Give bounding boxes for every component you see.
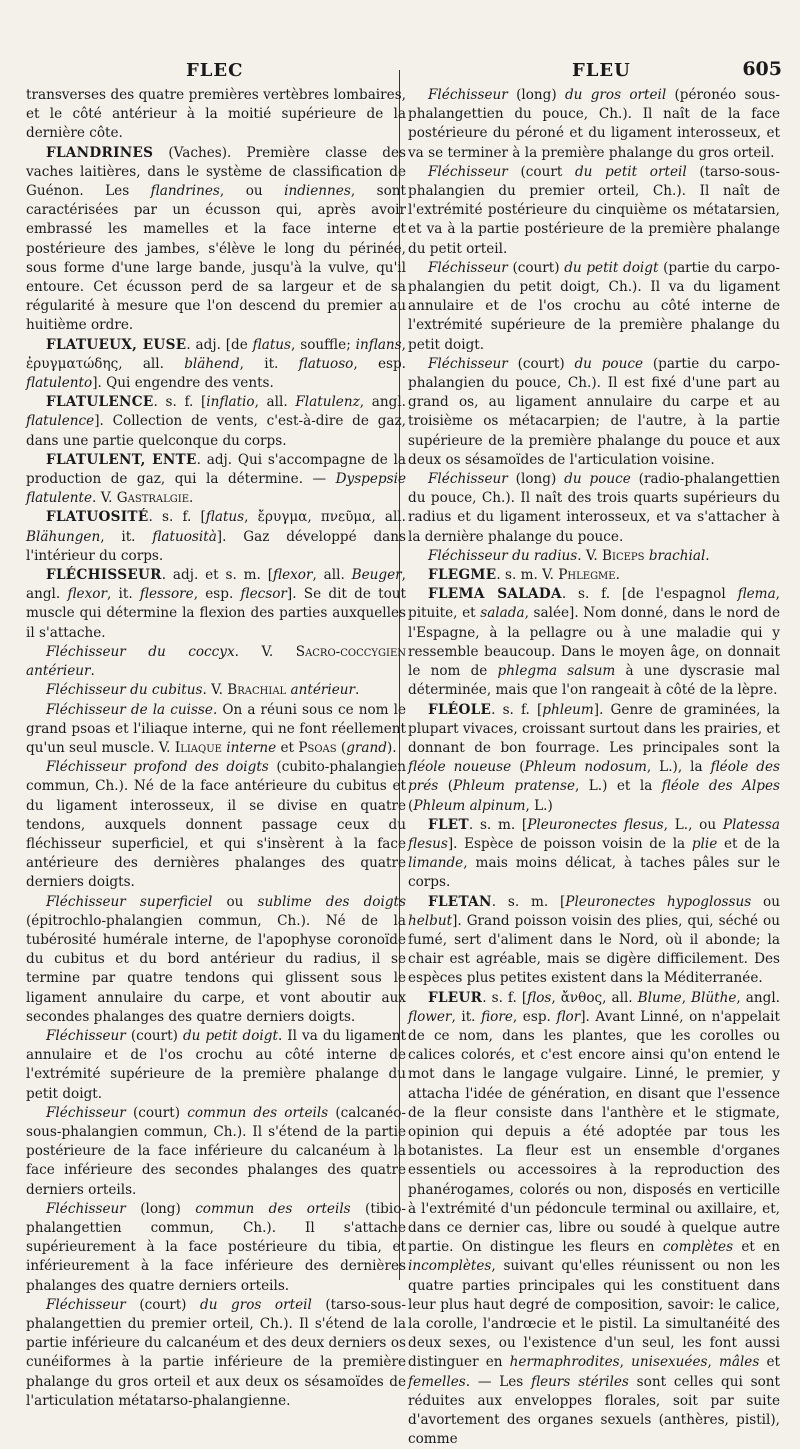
entry-text: blähend [184, 355, 240, 372]
entry-paragraph [408, 816, 780, 893]
entry-text: . [355, 682, 360, 699]
left-column [26, 86, 406, 1411]
entry-text: unisexuées [631, 1354, 708, 1371]
entry-text: (tarso-sous-phalangien du premier orteil, Ch.). Il naît de l'extrémité postérieure du cinquième os métatarsien, et va à la partie postérieure de la première phalange du petit orteil. [408, 163, 780, 257]
entry-text: , it. [100, 528, 153, 545]
entry-text: flos [527, 989, 552, 1006]
entry-text: phlegma salsum [497, 663, 616, 680]
entry-text: du petit doigt [182, 1027, 278, 1044]
entry-text: , L.), la [646, 759, 711, 776]
headword: FLET [428, 816, 469, 833]
entry-text: flexor [67, 586, 107, 603]
entry-text: grand [346, 739, 387, 756]
entry-text: Fléchisseur du cubitus [46, 682, 203, 699]
right-running-head: FLEU [572, 60, 631, 81]
entry-paragraph [408, 989, 780, 1449]
entry-text: . Il va du ligament annulaire et de l'os crochu au côté interne de l'extrémité supérieure de la première phalange du petit doigt. [26, 1027, 406, 1102]
entry-text: Phleum nodosum [524, 759, 647, 776]
entry-text: (court) [507, 259, 565, 276]
entry-text: . V. [577, 547, 603, 564]
entry-text: ( [511, 759, 525, 776]
entry-text: flatuosità [152, 528, 217, 545]
headword: FLÉCHISSEUR [46, 567, 162, 584]
entry-text: ). [387, 739, 397, 756]
entry-text: Fléchisseur [46, 1027, 126, 1044]
entry-text: , all. [312, 567, 352, 584]
entry-text: Blähungen [26, 528, 101, 545]
right-column [408, 86, 780, 1449]
entry-text: Pleuronectes flesus [527, 816, 664, 833]
entry-paragraph [26, 1104, 406, 1200]
entry-text: (court) [125, 1296, 201, 1313]
entry-paragraph [408, 470, 780, 547]
entry-text: limande [408, 855, 464, 872]
entry-text: flatulence [26, 413, 95, 430]
entry-text: Blume [637, 989, 682, 1006]
entry-text: . [705, 547, 710, 564]
entry-text: et [276, 739, 299, 756]
entry-text: ( [336, 739, 347, 756]
entry-text: (tibio-phalangettien commun, Ch.). Il s'attache supérieurement à la face postérieure du tibia, et inférieurement à la face inférieure des dernières phalanges des quatre derniers orteils. [26, 1200, 406, 1294]
entry-paragraph [26, 681, 406, 700]
entry-text: inflans [355, 336, 402, 353]
entry-text: , mais moins délicat, à taches pâles sur le corps. [408, 855, 780, 891]
entry-text: . [189, 490, 194, 507]
entry-text: Fléchisseur de la cuisse [46, 701, 213, 718]
headword: FLEGME [428, 567, 497, 584]
entry-text: hermaphrodites [509, 1354, 620, 1371]
entry-text: flower [408, 1008, 452, 1025]
entry-paragraph [408, 701, 780, 816]
entry-paragraph [26, 701, 406, 759]
entry-text: du gros orteil [564, 87, 667, 103]
entry-text: (radio-phalangettien du pouce, Ch.). Il naît des trois quarts supérieurs du radius et du ligament interosseux, et va s'attacher à la dernière phalange du pouce. [408, 471, 780, 545]
entry-text: fléole des prés [408, 759, 780, 795]
entry-text: (épitrochlo-phalangien commun, Ch.). Né de la tubérosité humérale interne, de l'apophyse coronoïde du cubitus et du bord antérieur du radius, il se termine par quatre tendons qui glissent sous le ligament annulaire du carpe, et vont aboutir aux secondes phalanges des quatre derniers doigts. [26, 912, 406, 1025]
entry-text: . s. m. [ [491, 893, 566, 910]
entry-text: Platessa flesus [408, 816, 780, 852]
entry-text: , esp. [512, 1008, 557, 1025]
entry-text: Fléchisseur [46, 1104, 126, 1121]
entry-paragraph [408, 163, 780, 259]
entry-text: , ἐρυγματώδης, all. [26, 336, 406, 372]
entry-text: Phleum alpinum [413, 797, 526, 814]
entry-text: (tarso-sous-phalangettien du premier orteil, Ch.). Il s'étend de la partie inférieure du calcanéum et des deux derniers os cunéiformes à la partie inférieure de la première phalange du gros orteil et aux deux os sésamoïdes de l'articulation métatarso-phalangienne. [26, 1296, 406, 1409]
entry-paragraph [26, 393, 406, 451]
entry-text: Fléchisseur [428, 259, 508, 276]
entry-text: . [90, 663, 95, 680]
entry-text: (long) [507, 471, 565, 488]
entry-paragraph [26, 336, 406, 394]
entry-text: , all. [254, 394, 296, 411]
entry-text: , ἔρυγμα, πνεῦμα, all. [244, 509, 406, 526]
entry-text: , [619, 1354, 632, 1371]
entry-text: , sont caractérisées par un écusson qui, après avoir embrassé les mamelles et la face interne et postérieure des jambes, s'élève le long du périnée, sous forme d'une large bande, jusqu'à la vulve, qu'il entoure. Cet écusson perd de sa largeur et de sa régularité à mesure que l'on descend du premier au huitième ordre. [26, 183, 406, 334]
entry-text: . adj. Qui s'accompagne de la production de gaz, qui la détermine. — [26, 451, 406, 488]
entry-text: Sacro-coccygien [295, 643, 406, 660]
entry-text: Gastralgie [116, 490, 190, 507]
entry-paragraph [26, 86, 406, 144]
entry-text: flatuoso [298, 355, 354, 372]
headword: FLATULENT, ENTE [46, 451, 197, 468]
entry-paragraph [26, 893, 406, 1027]
entry-text: (partie du carpo-phalangien du petit doigt, Ch.). Il va du ligament annulaire et de l'os crochu au côté interne de l'extrémité supérieure de la première phalange du petit doigt. [408, 259, 780, 353]
entry-text: flatulento [26, 375, 93, 392]
entry-text: plie [691, 835, 718, 852]
entry-text: femelles [408, 1373, 466, 1390]
entry-text: et [759, 1354, 780, 1371]
entry-text: . s. f. [ [491, 701, 543, 718]
entry-text: antérieur [26, 663, 91, 680]
entry-text: . — Les [465, 1373, 532, 1390]
entry-text: . s. f. [de l'espagnol [561, 586, 738, 603]
headword: FLETAN [428, 893, 492, 910]
entry-text: Fléchisseur [428, 87, 508, 103]
entry-text: (long) [125, 1200, 196, 1217]
entry-text: à une dyscrasie mal déterminée, mais que l'on rangeait à côté de la lèpre. [408, 663, 780, 699]
entry-text: Fléchisseur profond des doigts [46, 759, 269, 776]
entry-paragraph [408, 547, 780, 566]
entry-text: interne [221, 739, 277, 756]
entry-text: Phlegme [558, 567, 616, 584]
headword: FLATUEUX, EUSE [46, 336, 187, 353]
entry-text: ]. Espèce de poisson voisin de la [447, 835, 692, 852]
entry-text: . V. [234, 643, 296, 660]
entry-text: (long) [507, 87, 565, 103]
entry-text: ]. Avant Linné, on n'appelait de ce nom, dans les plantes, que les corolles ou calices colorés, et c'est encore ainsi qu'on entend le mot dans le langage vulgaire. Linné, le premier, y attacha l'idée de génération, en disant que l'essence de la fleur consiste dans l'anthère et le stigmate, opinion qui depuis a été adoptée par tous les botanistes. La fleur est un ensemble d'organes essentiels ou accessoires à la reproduction des phanérogames, colorés ou non, disposés en verticille à l'extrémité d'un pédoncule terminal ou axillaire, et, dans ce dernier cas, libre ou soudé à quelque autre partie. On distingue les fleurs en [408, 1008, 780, 1256]
entry-text: Dyspepsie flatulente [26, 471, 406, 507]
entry-text: . adj. [de [186, 336, 253, 353]
entry-text: , ἄνθος, all. [551, 989, 638, 1006]
entry-text: (cubito-phalangien commun, Ch.). Né de la face antérieure du cubitus et du ligament interosseux, il se divise en quatre tendons, auxquels donnent passage ceux du fléchisseur superficiel, et qui s'insèrent à la face antérieure des dernières phalanges des quatre derniers doigts. [26, 759, 406, 891]
entry-text: helbut [408, 912, 453, 929]
page-number: 605 [742, 58, 782, 80]
entry-text: (péronéo sous-phalangettien du pouce, Ch.). Il naît de la face postérieure du péroné et du ligament interosseux, et va se terminer à la première phalange du gros orteil. [408, 87, 780, 161]
entry-paragraph [26, 144, 406, 336]
entry-paragraph [26, 508, 406, 566]
entry-text: Biceps [602, 547, 645, 564]
headword: FLATUOSITÉ [46, 509, 149, 526]
entry-text: , esp. [353, 355, 406, 372]
entry-text: sublime des doigts [257, 893, 406, 910]
entry-text: . [615, 567, 620, 584]
entry-text: Fléchisseur [428, 355, 508, 372]
entry-text: (court [507, 163, 575, 180]
entry-text: Fléchisseur [428, 163, 508, 180]
entry-paragraph [408, 566, 780, 585]
entry-text: , L., ou [663, 816, 723, 833]
entry-text: . s. f. [ [153, 394, 207, 411]
entry-text: flor [556, 1008, 581, 1025]
entry-text: flandrines [150, 183, 220, 200]
entry-text: (court) [507, 355, 575, 372]
entry-paragraph [26, 566, 406, 643]
entry-text: commun des orteils [187, 1104, 329, 1121]
entry-paragraph [26, 1200, 406, 1296]
entry-text: salada [480, 605, 525, 622]
entry-text: Pleuronectes hypoglossus [565, 893, 752, 910]
entry-text: (court) [125, 1104, 188, 1121]
entry-text: mâles [718, 1354, 760, 1371]
entry-text: Fléchisseur [46, 1200, 126, 1217]
entry-paragraph [26, 451, 406, 509]
entry-text: (Vaches). Première classe des vaches laitières, dans le système de classification de Guénon. Les [26, 144, 406, 200]
entry-text: , L.) [525, 797, 553, 814]
entry-text: incomplètes [408, 1258, 492, 1275]
entry-text: ( [438, 778, 453, 795]
entry-text: , souffle; [291, 336, 356, 353]
entry-text: ( [408, 797, 414, 814]
left-running-head: FLEC [186, 60, 244, 81]
headword: FLANDRINES [46, 144, 154, 161]
entry-paragraph [408, 86, 780, 163]
entry-text: , suivant qu'elles réunissent ou non les quatre parties principales qui les constituent dans leur plus haut degré de composition, savoir: le calice, la corolle, l'andrœcie et le pistil. La simultanéité des deux sexes, ou l'existence d'un seul, les font aussi distinguer en [408, 1258, 780, 1371]
entry-text: fléole noueuse [408, 759, 512, 776]
entry-text: Fléchisseur [46, 1296, 126, 1313]
entry-text: Fléchisseur du radius [428, 547, 578, 564]
entry-text: inflatio [206, 394, 255, 411]
entry-text: Flatulenz [295, 394, 360, 411]
entry-text: ]. Collection de vents, c'est-à-dire de gaz, dans une partie quelconque du corps. [26, 413, 406, 449]
entry-text: du petit orteil [574, 163, 687, 180]
entry-text: Fléchisseur du coccyx [46, 643, 235, 660]
entry-paragraph [408, 893, 780, 989]
entry-text: sont celles qui sont réduites aux enveloppes florales, soit par suite d'avortement des organes sexuels (anthères, pistil), comme [408, 1373, 780, 1448]
entry-text: (court) [125, 1027, 183, 1044]
entry-text: phleum [542, 701, 594, 718]
entry-text: flema [737, 586, 776, 603]
entry-text: ]. Grand poisson voisin des plies, qui, séché ou fumé, sert d'aliment dans le Nord, où il abonde; la chair est agréable, mais se digère difficilement. Des espèces plus petites existent dans la Méditerranée. [408, 912, 780, 987]
entry-text: fiore [481, 1008, 513, 1025]
entry-text: . V. [202, 682, 228, 699]
entry-text: du pouce [564, 471, 631, 488]
entry-text: (partie du carpo-phalangien du pouce, Ch.). Il est fixé d'une part au grand os, au ligament annulaire du carpe et au troisième os métacarpien; de l'autre, à la partie supérieure de la première phalange du pouce et aux deux os sésamoïdes de l'articulation voisine. [408, 355, 780, 468]
entry-text: et de la [717, 835, 781, 852]
entry-text: . s. f. [ [482, 989, 528, 1006]
entry-text: , it. [239, 355, 299, 372]
entry-text: antérieur [286, 682, 356, 699]
entry-text: flatus [252, 336, 292, 353]
entry-text: , it. [106, 586, 140, 603]
entry-text: , angl. [359, 394, 406, 411]
headword: FLEMA SALADA [428, 586, 562, 603]
entry-text: flecsor [240, 586, 287, 603]
headword: FLATULENCE [46, 394, 154, 411]
entry-text: flatus [205, 509, 245, 526]
entry-text: ou [751, 893, 780, 910]
entry-text: ]. Gaz développé dans l'intérieur du corps. [26, 528, 406, 564]
entry-text: ]. Se dit de tout muscle qui détermine la flexion des parties auxquelles il s'attache. [26, 586, 406, 641]
entry-text: complètes [662, 1239, 734, 1256]
entry-text: , [707, 1354, 719, 1371]
entry-paragraph [408, 585, 780, 700]
entry-text: transverses des quatre premières vertèbres lombaires, et le côté antérieur à la moitié supérieure de la dernière côte. [26, 87, 406, 142]
entry-paragraph [26, 758, 406, 892]
entry-text: . V. [92, 490, 117, 507]
entry-text: Brachial [227, 682, 287, 699]
entry-text: commun des orteils [195, 1200, 351, 1217]
entry-text: du gros orteil [200, 1296, 312, 1313]
entry-text: du pouce [574, 355, 644, 372]
entry-text: . On a réuni sous ce nom le grand psoas et l'iliaque interne, qui ne font réellement qu'un seul muscle. V. [26, 701, 407, 756]
entry-text: ]. Genre de graminées, la plupart vivaces, croissant surtout dans les prairies, et donnant de bon fourrage. Les principales sont la [408, 701, 780, 756]
entry-text: Beuger [351, 567, 402, 584]
entry-text: , ou [219, 183, 285, 200]
entry-text: . s. m. [ [468, 816, 528, 833]
entry-text: Fléchisseur [428, 471, 508, 488]
entry-text: Iliaque [174, 739, 222, 756]
entry-text: Phleum pratense [453, 778, 575, 795]
entry-text: fleurs stériles [531, 1373, 629, 1390]
entry-text: , salée]. Nom donné, dans le nord de l'Espagne, à la pellagre ou à une maladie qui y ressemble beaucoup. Dans le moyen âge, on donnait le nom de [408, 605, 780, 680]
entry-paragraph [26, 1027, 406, 1104]
entry-text: , L.) et la [575, 778, 662, 795]
entry-text: du petit doigt [564, 259, 659, 276]
entry-text: fléole des Alpes [661, 778, 780, 795]
entry-text: . s. m. V. [496, 567, 559, 584]
entry-text: , pituite, et [408, 586, 780, 622]
entry-paragraph [26, 1296, 406, 1411]
entry-text: brachial [644, 547, 706, 564]
entry-paragraph [26, 643, 406, 681]
entry-text: , it. [451, 1008, 482, 1025]
entry-text: , angl. [736, 989, 780, 1006]
entry-text: flexor [273, 567, 313, 584]
entry-text: flessore [139, 586, 194, 603]
entry-text: , esp. [193, 586, 241, 603]
entry-text: (calcanéo-sous-phalangien commun, Ch.). Il s'étend de la partie postérieure de la face inférieure du calcanéum à la face inférieure des secondes phalanges des quatre derniers orteils. [26, 1104, 406, 1198]
entry-text: Fléchisseur superficiel [46, 893, 213, 910]
entry-text: . adj. et s. m. [ [161, 567, 273, 584]
entry-text: ou [212, 893, 258, 910]
entry-text: et en [733, 1239, 780, 1256]
entry-paragraph [408, 259, 780, 355]
entry-text: Blüthe [691, 989, 737, 1006]
headword: FLEUR [428, 989, 483, 1006]
entry-text: Psoas [298, 739, 337, 756]
entry-text: , angl. [26, 567, 406, 603]
entry-text: . s. f. [ [148, 509, 206, 526]
entry-text: ]. Qui engendre des vents. [92, 375, 274, 392]
entry-paragraph [408, 355, 780, 470]
entry-text: indiennes [284, 183, 351, 200]
headword: FLÉOLE [428, 701, 492, 718]
page-header [20, 56, 790, 86]
entry-text: , [681, 989, 692, 1006]
